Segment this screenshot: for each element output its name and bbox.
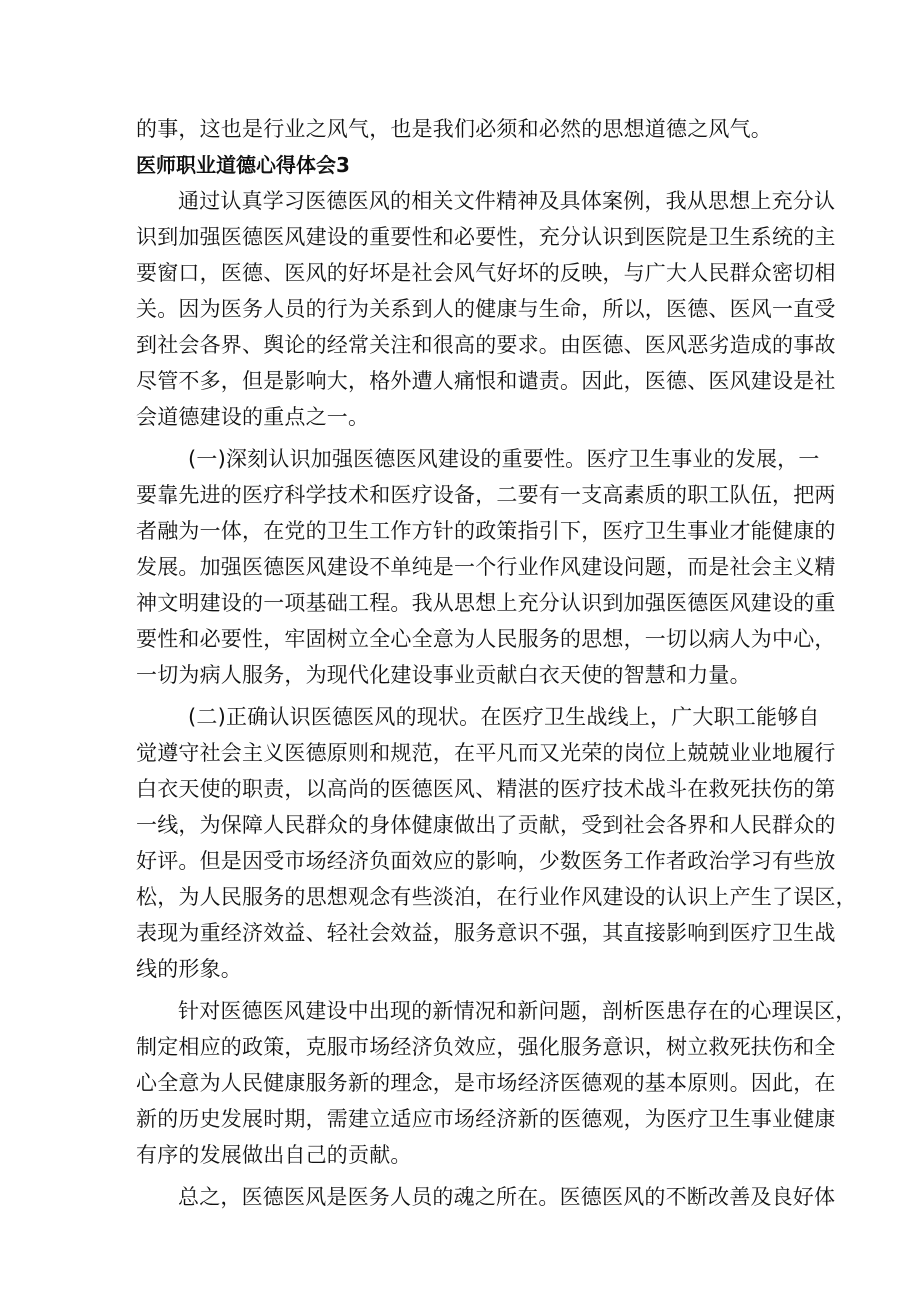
paragraph-line: 一切为病人服务，为现代化建设事业贡献白衣天使的智慧和力量。	[136, 663, 751, 687]
paragraph-line: 通过认真学习医德医风的相关文件精神及具体案例，我从思想上充分认	[178, 189, 836, 213]
document-body	[136, 111, 857, 1215]
paragraph-line: 者融为一体，在党的卫生工作方针的政策指引下，医疗卫生事业才能健康的	[136, 519, 836, 543]
paragraph-analysis	[136, 993, 857, 1173]
paragraph-line: 总之，医德医风是医务人员的魂之所在。医德医风的不断改善及良好体	[178, 1185, 836, 1209]
paragraph-line: 线的形象。	[136, 957, 242, 981]
paragraph-line: 要窗口，医德、医风的好坏是社会风气好坏的反映，与广大人民群众密切相	[136, 261, 836, 285]
paragraph-line: 表现为重经济效益、轻社会效益，服务意识不强，其直接影响到医疗卫生战	[136, 921, 836, 945]
paragraph-line: 心全意为人民健康服务新的理念，是市场经济医德观的基本原则。因此，在	[136, 1071, 836, 1095]
paragraph-section-two	[136, 699, 857, 987]
paragraph-line: (二)正确认识医德医风的现状。在医疗卫生战线上，广大职工能够自	[188, 705, 820, 729]
paragraph-line: 要性和必要性，牢固树立全心全意为人民服务的思想，一切以病人为中心，	[136, 627, 836, 651]
paragraph-line: 好评。但是因受市场经济负面效应的影响，少数医务工作者政治学习有些放	[136, 849, 836, 873]
paragraph-line: 尽管不多，但是影响大，格外遭人痛恨和谴责。因此，医德、医风建设是社	[136, 369, 836, 393]
paragraph-line: 针对医德医风建设中出现的新情况和新问题，剖析医患存在的心理误区，	[178, 999, 857, 1023]
paragraph-line: 一线，为保障人民群众的身体健康做出了贡献，受到社会各界和人民群众的	[136, 813, 836, 837]
paragraph-line: 松，为人民服务的思想观念有些淡泊，在行业作风建设的认识上产生了误区，	[136, 885, 857, 909]
paragraph-line: 要靠先进的医疗科学技术和医疗设备，二要有一支高素质的职工队伍，把两	[136, 483, 836, 507]
paragraph-section-one	[136, 441, 836, 693]
paragraph-line: 会道德建设的重点之一。	[136, 405, 370, 429]
paragraph-line: 神文明建设的一项基础工程。我从思想上充分认识到加强医德医风建设的重	[136, 591, 836, 615]
paragraph-intro	[136, 183, 836, 435]
paragraph-line: 新的历史发展时期，需建立适应市场经济新的医德观，为医疗卫生事业健康	[136, 1107, 836, 1131]
paragraph-line: 到社会各界、舆论的经常关注和很高的要求。由医德、医风恶劣造成的事故	[136, 333, 836, 357]
paragraph-line: 制定相应的政策，克服市场经济负效应，强化服务意识，树立救死扶伤和全	[136, 1035, 836, 1059]
paragraph-line: 关。因为医务人员的行为关系到人的健康与生命，所以，医德、医风一直受	[136, 297, 836, 321]
paragraph-line: 发展。加强医德医风建设不单纯是一个行业作风建设问题，而是社会主义精	[136, 555, 836, 579]
paragraph-line: (一)深刻认识加强医德医风建设的重要性。医疗卫生事业的发展，一	[188, 447, 820, 471]
paragraph-line: 有序的发展做出自己的贡献。	[136, 1143, 412, 1167]
continuation-line: 的事，这也是行业之风气，也是我们必须和必然的思想道德之风气。	[136, 117, 772, 141]
paragraph-conclusion	[136, 1179, 836, 1215]
paragraph-line: 识到加强医德医风建设的重要性和必要性，充分认识到医院是卫生系统的主	[136, 225, 836, 249]
section-heading: 医师职业道德心得体会3	[136, 153, 350, 177]
paragraph-line: 觉遵守社会主义医德原则和规范，在平凡而又光荣的岗位上兢兢业业地履行	[136, 741, 836, 765]
paragraph-line: 白衣天使的职责，以高尚的医德医风、精湛的医疗技术战斗在救死扶伤的第	[136, 777, 836, 801]
